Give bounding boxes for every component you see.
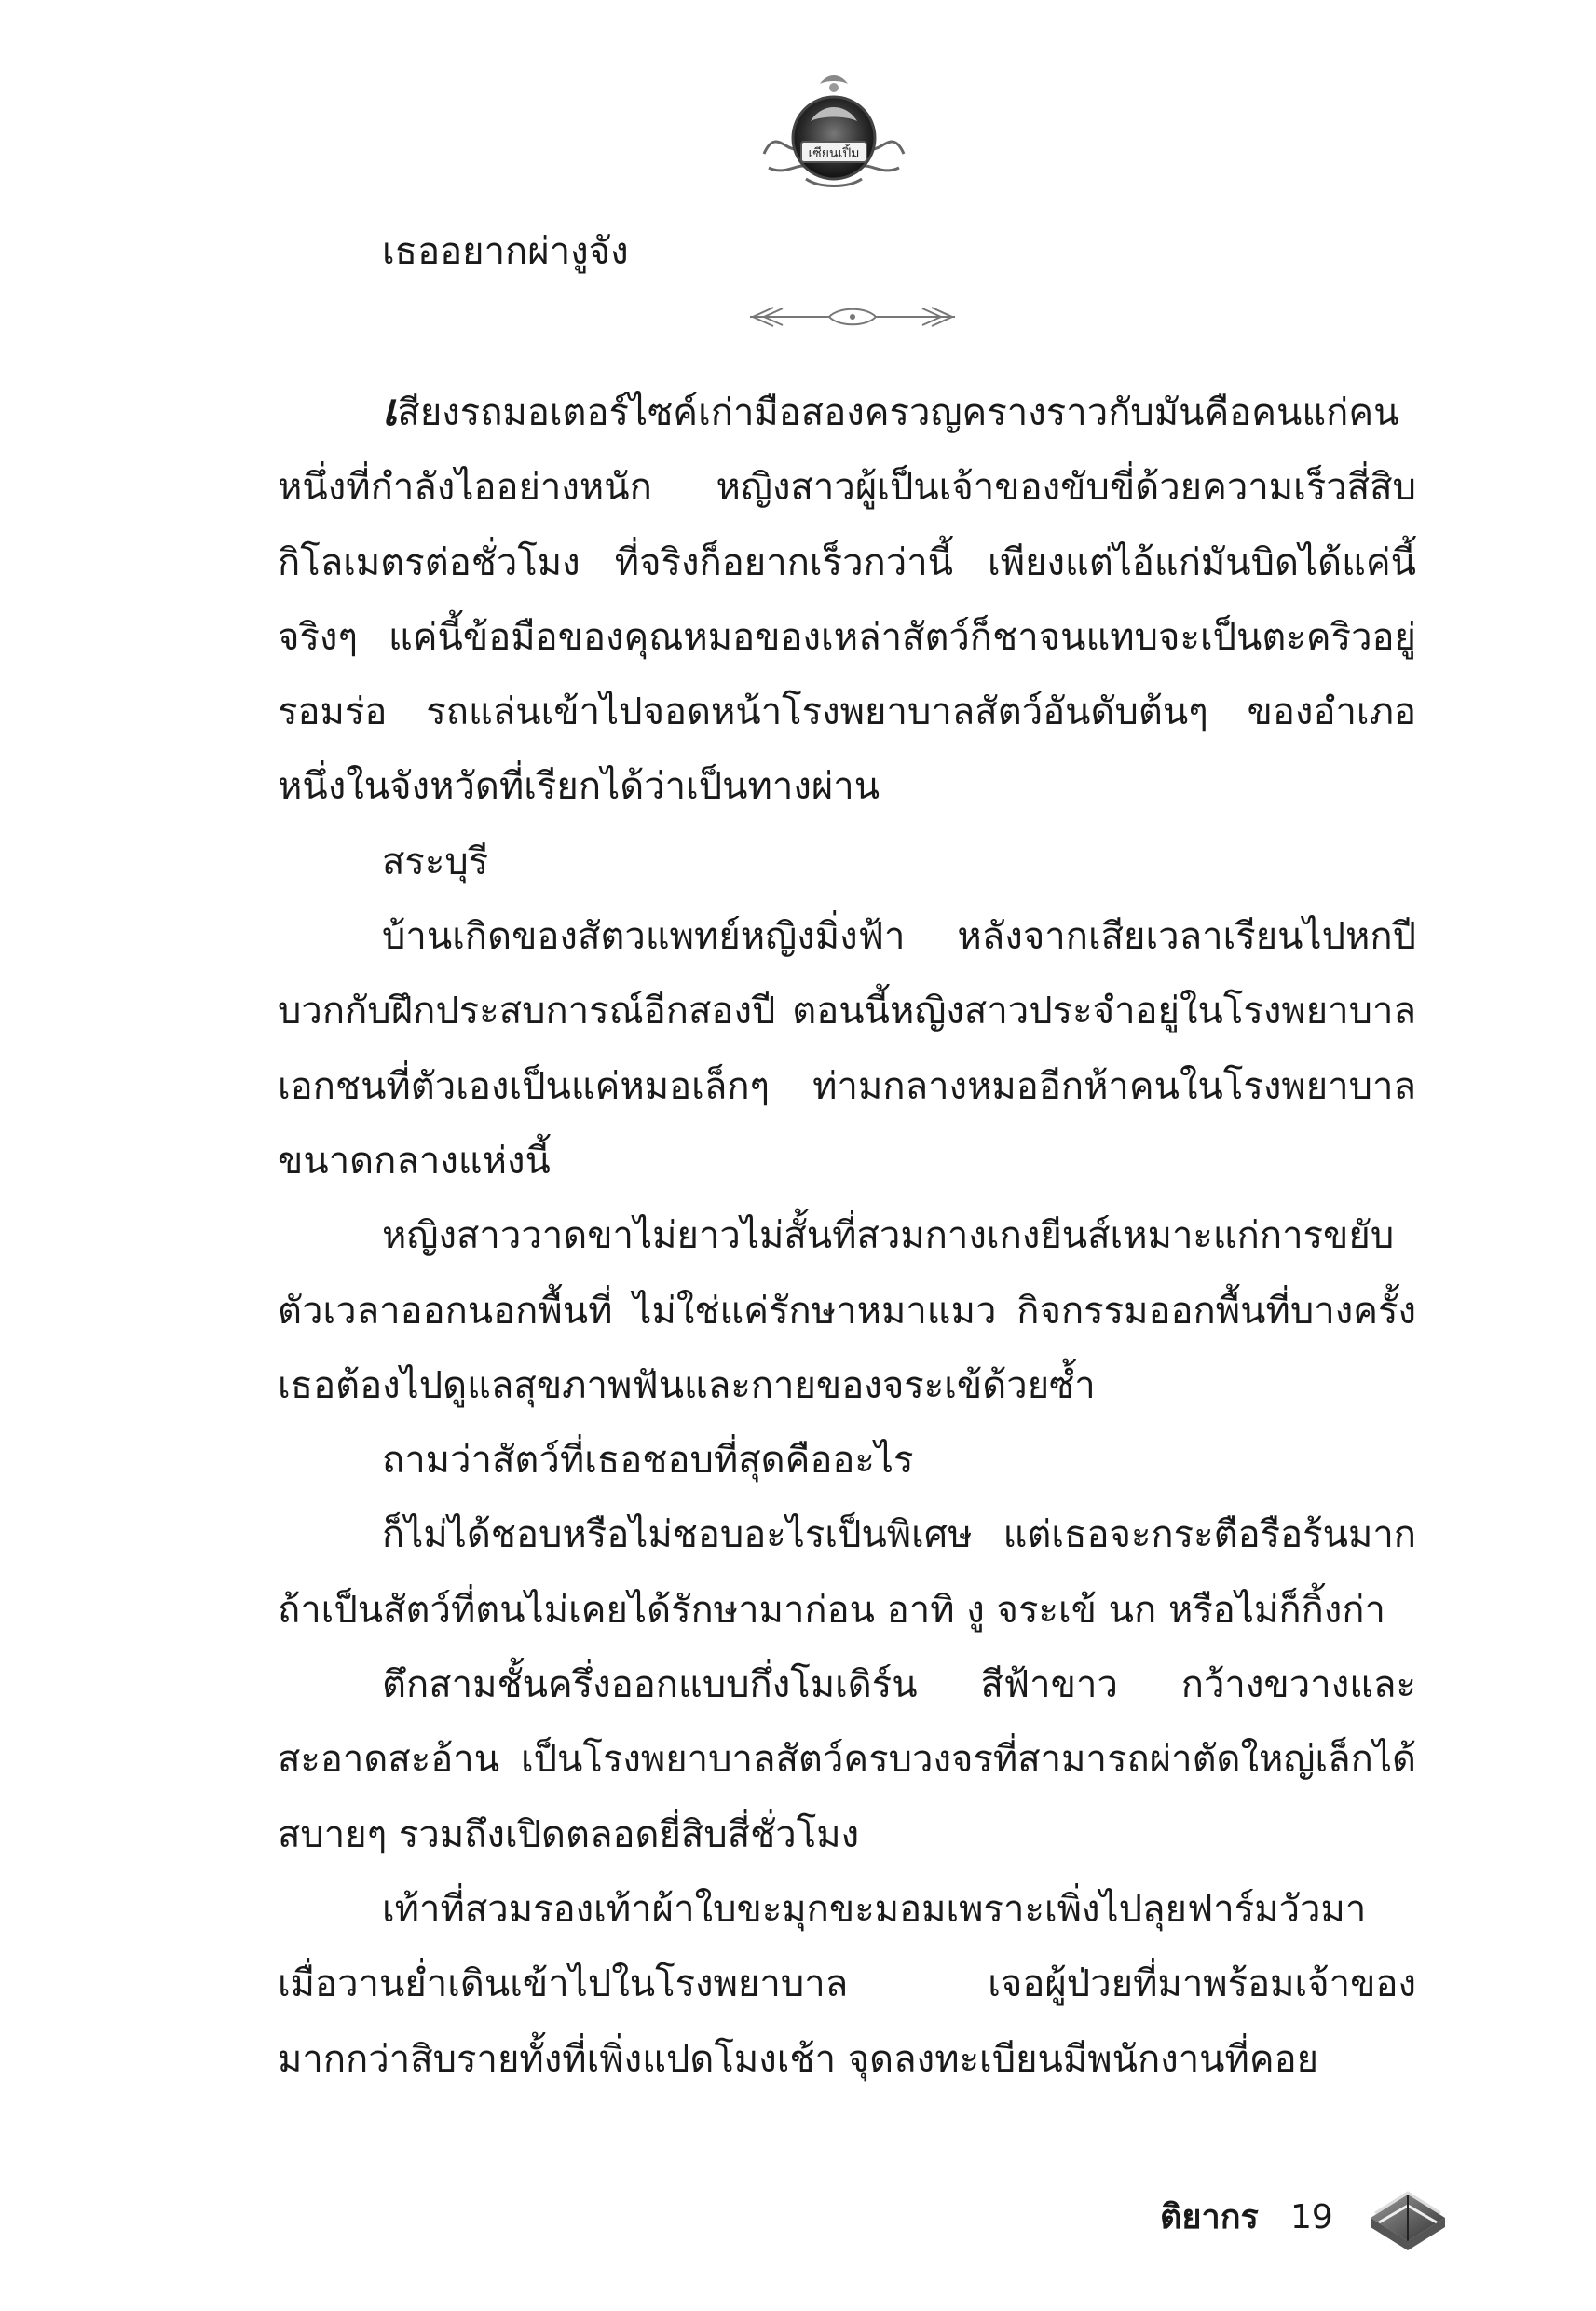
page-number: 19 — [1290, 2198, 1333, 2236]
paragraph — [278, 373, 1416, 825]
emblem-text: เซียนเปิ้ม — [808, 146, 860, 161]
body-text — [278, 373, 1416, 2097]
paragraph-text: สียงรถมอเตอร์ไซค์เก่ามือสองครวญครางราวกับมันคือคนแก่คนหนึ่งที่กำลังไออย่างหนัก หญิงสาวผู้เป็นเจ้าของขับขี่ด้วยความเร็วสี่สิบกิโลเมตรต่อชั่วโมง ที่จริงก็อยากเร็วกว่านี้ เพียงแต่ไอ้แก่มันบิดได้แค่นี้จริงๆ แค่นี้ข้อมือของคุณหมอของเหล่าสัตว์ก็ชาจนแทบจะเป็นตะคริวอยู่รอมร่อ รถแล่นเข้าไปจอดหน้าโรงพยาบาลสัตว์อันดับต้นๆ ของอำเภอหนึ่งในจังหวัดที่เรียกได้ว่าเป็นทางผ่าน — [278, 391, 1416, 809]
ornamental-emblem-icon — [755, 65, 913, 196]
drop-cap: เ — [382, 384, 398, 436]
footer-title: ติยากร — [1160, 2198, 1259, 2236]
paragraph: ตึกสามชั้นครึ่งออกแบบกึ่งโมเดิร์น สีฟ้าขาว กว้างขวางและสะอาดสะอ้าน เป็นโรงพยาบาลสัตว์ครบวงจรที่สามารถผ่าตัดใหญ่เล็กได้สบายๆ รวมถึงเปิดตลอดยี่สิบสี่ชั่วโมง — [278, 1663, 1416, 1856]
paragraph: หญิงสาววาดขาไม่ยาวไม่สั้นที่สวมกางเกงยีนส์เหมาะแก่การขยับตัวเวลาออกนอกพื้นที่ ไม่ใช่แค่รักษาหมาแมว กิจกรรมออกพื้นที่บางครั้งเธอต้องไปดูแลสุขภาพฟันและกายของจระเข้ด้วยซ้ำ — [278, 1214, 1416, 1407]
paragraph: สระบุรี — [382, 840, 489, 883]
ornamental-divider-icon — [745, 303, 960, 331]
paragraph: บ้านเกิดของสัตวแพทย์หญิงมิ่งฟ้า หลังจากเสียเวลาเรียนไปหกปี บวกกับฝึกประสบการณ์อีกสองปี ตอนนี้หญิงสาวประจำอยู่ในโรงพยาบาลเอกชนที่ตัวเองเป็นแค่หมอเล็กๆ ท่ามกลางหมออีกห้าคนในโรงพยาบาลขนาดกลางแห่งนี้ — [278, 915, 1416, 1183]
paragraph: ก็ไม่ได้ชอบหรือไม่ชอบอะไรเป็นพิเศษ แต่เธอจะกระตือรือร้นมากถ้าเป็นสัตว์ที่ตนไม่เคยได้รักษามาก่อน อาทิ งู จระเข้ นก หรือไม่ก็กิ้งก่า — [278, 1513, 1416, 1632]
paragraph: ถามว่าสัตว์ที่เธอชอบที่สุดคืออะไร — [382, 1439, 914, 1483]
paragraph: เท้าที่สวมรองเท้าผ้าใบขะมุกขะมอมเพราะเพิ่งไปลุยฟาร์มวัวมาเมื่อวานย่ำเดินเข้าไปในโรงพยาบาล เจอผู้ป่วยที่มาพร้อมเจ้าของมากกว่าสิบรายทั้งที่เพิ่งแปดโมงเช้า จุดลงทะเบียนมีพนักงานที่คอย — [278, 1887, 1416, 2081]
lead-line: เธออยากผ่างูจัง — [382, 230, 629, 273]
open-book-icon — [1366, 2176, 1450, 2255]
